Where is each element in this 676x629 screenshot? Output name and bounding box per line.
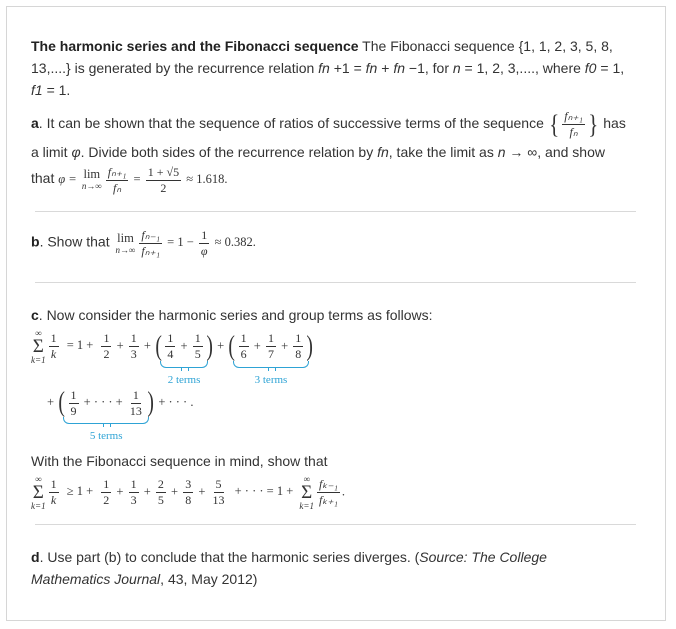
fraction: $\frac{5}{13}$ <box>212 477 225 507</box>
part-b-letter: b <box>31 233 40 250</box>
underbrace <box>160 361 208 368</box>
fraction: $\frac{1}{3}$ <box>130 331 137 361</box>
group-label: 2 terms <box>167 373 201 386</box>
limit-operator: lim n→∞ <box>81 167 102 192</box>
divider <box>35 282 636 283</box>
fraction: $\frac{2}{5}$ <box>157 477 164 507</box>
left-paren: ( <box>58 387 66 418</box>
problem-intro: The harmonic series and the Fibonacci sequence The Fibonacci sequence {1, 1, 2, 3, 5, 8, 13,....} is generated by the recurrence relation fn +1 = fn + fn −1, for n = 1, 2, 3,...., where f0 = 1, f1 = 1. <box>31 38 625 98</box>
right-paren: ) <box>306 330 314 362</box>
sum-operator: ∞ Σ k=1 <box>299 474 314 511</box>
fraction: $\frac{1}{3}$ <box>130 477 137 507</box>
source-citation: Source: The College Mathematics Journal <box>31 549 547 587</box>
part-c-text-2: With the Fibonacci sequence in mind, show that <box>31 453 328 469</box>
limit-operator: lim n→∞ <box>115 230 136 255</box>
fraction: $\frac{3}{8}$ <box>185 477 192 507</box>
fraction: $\frac{1}{13}$ <box>129 387 142 418</box>
fraction: $\frac{1}{2}$ <box>103 331 110 361</box>
sum-operator: ∞ Σ k=1 <box>31 474 46 511</box>
limit-equation: lim n→∞ $\frac{\text{fₙ₋₁}}{\text{fₙ₊₁}}$ = 1 − $\frac{1}{\varphi}$ ≈ 0.382. <box>115 228 256 258</box>
fraction: $\frac{1}{k}$ <box>50 331 57 361</box>
part-c <box>31 304 631 511</box>
fraction: $\frac{1}{8}$ <box>295 331 302 361</box>
part-b <box>31 229 631 258</box>
underbrace <box>233 361 308 368</box>
fraction: $\frac{1}{\varphi}$ <box>200 228 208 258</box>
left-paren: ( <box>228 330 236 362</box>
right-brace: } <box>588 109 599 139</box>
part-a-text: a. It can be shown that the sequence of ratios of successive terms of the sequence { $\frac{\text{fₙ₊₁}}{\text{fₙ}}$ } has a limit φ. Divide both sides of the recurrence relation by fn, take the limit as n → ∞, and show that φ = lim n→∞ $\frac{\text{fₙ₊₁}}{\text{fₙ}}$ = $\frac{1 + √5}{2}$ ≈ 1.618. <box>31 109 626 195</box>
right-paren: ) <box>206 330 213 362</box>
left-paren: ( <box>155 330 162 362</box>
part-c-text: c. Now consider the harmonic series and group terms as follows: <box>31 307 433 323</box>
fraction: $\frac{1}{4}$ <box>167 331 174 361</box>
harmonic-grouping-line-2: + ( $\frac{1}{9}$ + · · · + $\frac{1}{13}$ ) 5 terms + · · · . <box>47 387 194 442</box>
problem-title: The harmonic series and the Fibonacci sequence <box>31 38 359 54</box>
part-a <box>31 110 631 195</box>
part-d-text: d. Use part (b) to conclude that the harmonic series diverges. (Source: The College Mathematics Journal, 43, May 2012) <box>31 549 547 587</box>
ratio-fraction: $\frac{\text{fₙ₊₁}}{\text{fₙ}}$ <box>564 109 583 139</box>
right-paren: ) <box>147 387 154 418</box>
part-d <box>31 546 591 590</box>
part-d-letter: d <box>31 549 40 565</box>
group-label: 3 terms <box>254 373 288 386</box>
fraction: $\frac{\text{fₙ₋₁}}{\text{fₙ₊₁}}$ <box>141 228 161 258</box>
part-c-letter: c <box>31 307 39 323</box>
fraction: $\frac{\text{fₙ₊₁}}{\text{fₙ}}$ <box>107 164 127 195</box>
underbrace <box>63 417 149 424</box>
fraction: $\frac{1}{5}$ <box>194 331 201 361</box>
term-group-2: ( $\frac{1}{4}$ + $\frac{1}{5}$ ) 2 terms <box>155 330 213 386</box>
fraction: $\frac{\text{fₖ₋₁}}{\text{fₖ₊₁}}$ <box>318 477 338 507</box>
harmonic-grouping-line-1: ∞ Σ k=1 $\frac{1}{k}$ = 1 + $\frac{1}{2}$ + $\frac{1}{3}$ + ( $\frac{1}{4}$ + $\frac{1}{5}$ ) 2 terms + ( $\frac{1}{6}$ + $\frac{1}{7}$ + $\frac{1}{8}$ ) 3 terms <box>31 328 314 386</box>
part-b-text: b. Show that lim n→∞ $\frac{\text{fₙ₋₁}}{\text{fₙ₊₁}}$ = 1 − $\frac{1}{\varphi}$ ≈ 0.382. <box>31 228 256 258</box>
group-label: 5 terms <box>89 430 123 442</box>
term-group-5: ( $\frac{1}{9}$ + · · · + $\frac{1}{13}$ ) 5 terms <box>58 387 154 442</box>
fibonacci-inequality: ∞ Σ k=1 $\frac{1}{k}$ ≥ 1 + $\frac{1}{2}$ + $\frac{1}{3}$ + $\frac{2}{5}$ + $\frac{3}{8}$ + $\frac{5}{13}$ + · · · = 1 + ∞ Σ k=1 $\frac{\text{fₖ₋₁}}{\text{fₖ₊₁}}$ . <box>31 474 346 511</box>
fraction: $\frac{1}{6}$ <box>240 331 247 361</box>
golden-ratio-equation: φ = lim n→∞ $\frac{\text{fₙ₊₁}}{\text{fₙ}}$ = $\frac{1 + √5}{2}$ ≈ 1.618. <box>58 164 228 195</box>
divider <box>35 524 636 525</box>
sum-operator: ∞ Σ k=1 <box>31 328 46 365</box>
fraction: $\frac{1 + √5}{2}$ <box>147 164 180 195</box>
left-brace: { <box>549 109 560 139</box>
part-a-letter: a <box>31 115 39 132</box>
fraction: $\frac{1}{k}$ <box>50 477 57 507</box>
fraction: $\frac{1}{9}$ <box>70 387 77 418</box>
divider <box>35 211 636 212</box>
term-group-3: ( $\frac{1}{6}$ + $\frac{1}{7}$ + $\frac{1}{8}$ ) 3 terms <box>228 330 314 386</box>
fraction: $\frac{1}{7}$ <box>267 331 274 361</box>
fraction: $\frac{1}{2}$ <box>103 477 110 507</box>
